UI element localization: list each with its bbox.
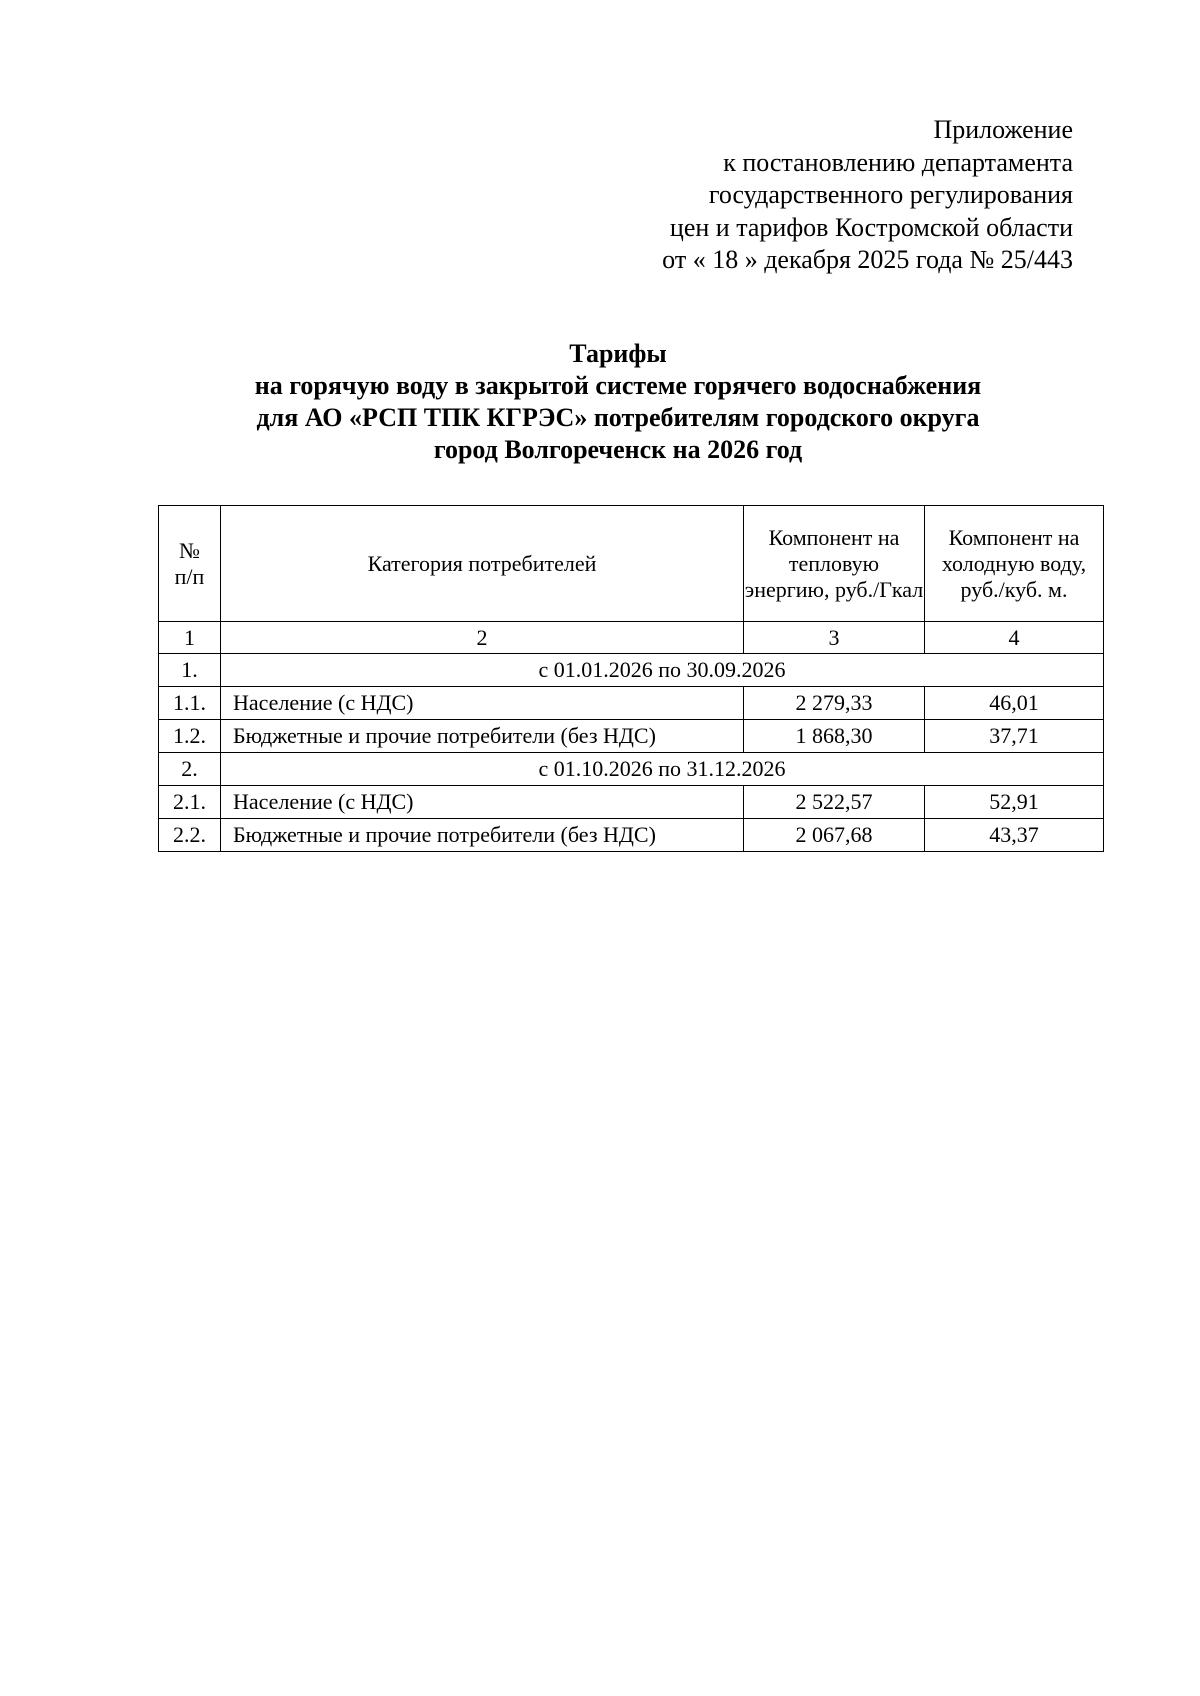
row-heat-value: 2 522,57 xyxy=(744,786,925,819)
row-number: 1.1. xyxy=(159,687,221,720)
row-heat-value: 2 279,33 xyxy=(744,687,925,720)
row-cold-value: 46,01 xyxy=(925,687,1104,720)
table-row xyxy=(159,819,1104,852)
row-category: Население (с НДС) xyxy=(221,687,744,720)
row-heat-value: 1 868,30 xyxy=(744,720,925,753)
header-category: Категория потребителей xyxy=(221,506,744,622)
title-line: для АО «РСП ТПК КГРЭС» потребителям городского округа xyxy=(256,403,980,432)
column-number: 3 xyxy=(744,622,925,654)
row-cold-value: 43,37 xyxy=(925,819,1104,852)
table-row xyxy=(159,687,1104,720)
period-number: 1. xyxy=(159,654,221,687)
header-number-label: п/п xyxy=(174,563,205,589)
row-category: Бюджетные и прочие потребители (без НДС) xyxy=(221,720,744,753)
period-label: с 01.01.2026 по 30.09.2026 xyxy=(221,654,1104,687)
column-number: 1 xyxy=(159,622,221,654)
header-number-sign: № xyxy=(179,537,200,563)
document-title xyxy=(158,338,1078,466)
appendix-line: Приложение xyxy=(933,115,1073,144)
row-number: 2.2. xyxy=(159,819,221,852)
header-number xyxy=(159,506,221,622)
row-category: Население (с НДС) xyxy=(221,786,744,819)
appendix-line: государственного регулирования xyxy=(708,180,1073,209)
appendix-line: от « 18 » декабря 2025 года № 25/443 xyxy=(662,245,1073,274)
period-label: с 01.10.2026 по 31.12.2026 xyxy=(221,753,1104,786)
table-row xyxy=(159,786,1104,819)
row-heat-value: 2 067,68 xyxy=(744,819,925,852)
header-cold-component: Компонент на холодную воду, руб./куб. м. xyxy=(925,506,1104,622)
tariffs-table xyxy=(158,505,1104,852)
appendix-line: цен и тарифов Костромской области xyxy=(669,212,1073,242)
column-number-row xyxy=(159,622,1104,654)
period-row xyxy=(159,654,1104,687)
title-line: на горячую воду в закрытой системе горячего водоснабжения xyxy=(254,371,982,400)
appendix-block xyxy=(662,114,1073,277)
row-cold-value: 52,91 xyxy=(925,786,1104,819)
row-cold-value: 37,71 xyxy=(925,720,1104,753)
column-number: 2 xyxy=(221,622,744,654)
table-row xyxy=(159,720,1104,753)
period-row xyxy=(159,753,1104,786)
appendix-line: к постановлению департамента xyxy=(723,147,1073,177)
row-number: 1.2. xyxy=(159,720,221,753)
period-number: 2. xyxy=(159,753,221,786)
row-category: Бюджетные и прочие потребители (без НДС) xyxy=(221,819,744,852)
table-header-row xyxy=(159,506,1104,622)
header-heat-component: Компонент на тепловую энергию, руб./Гкал xyxy=(744,506,925,622)
column-number: 4 xyxy=(925,622,1104,654)
title-line: Тарифы xyxy=(569,339,667,368)
row-number: 2.1. xyxy=(159,786,221,819)
title-line: город Волгореченск на 2026 год xyxy=(433,435,803,464)
